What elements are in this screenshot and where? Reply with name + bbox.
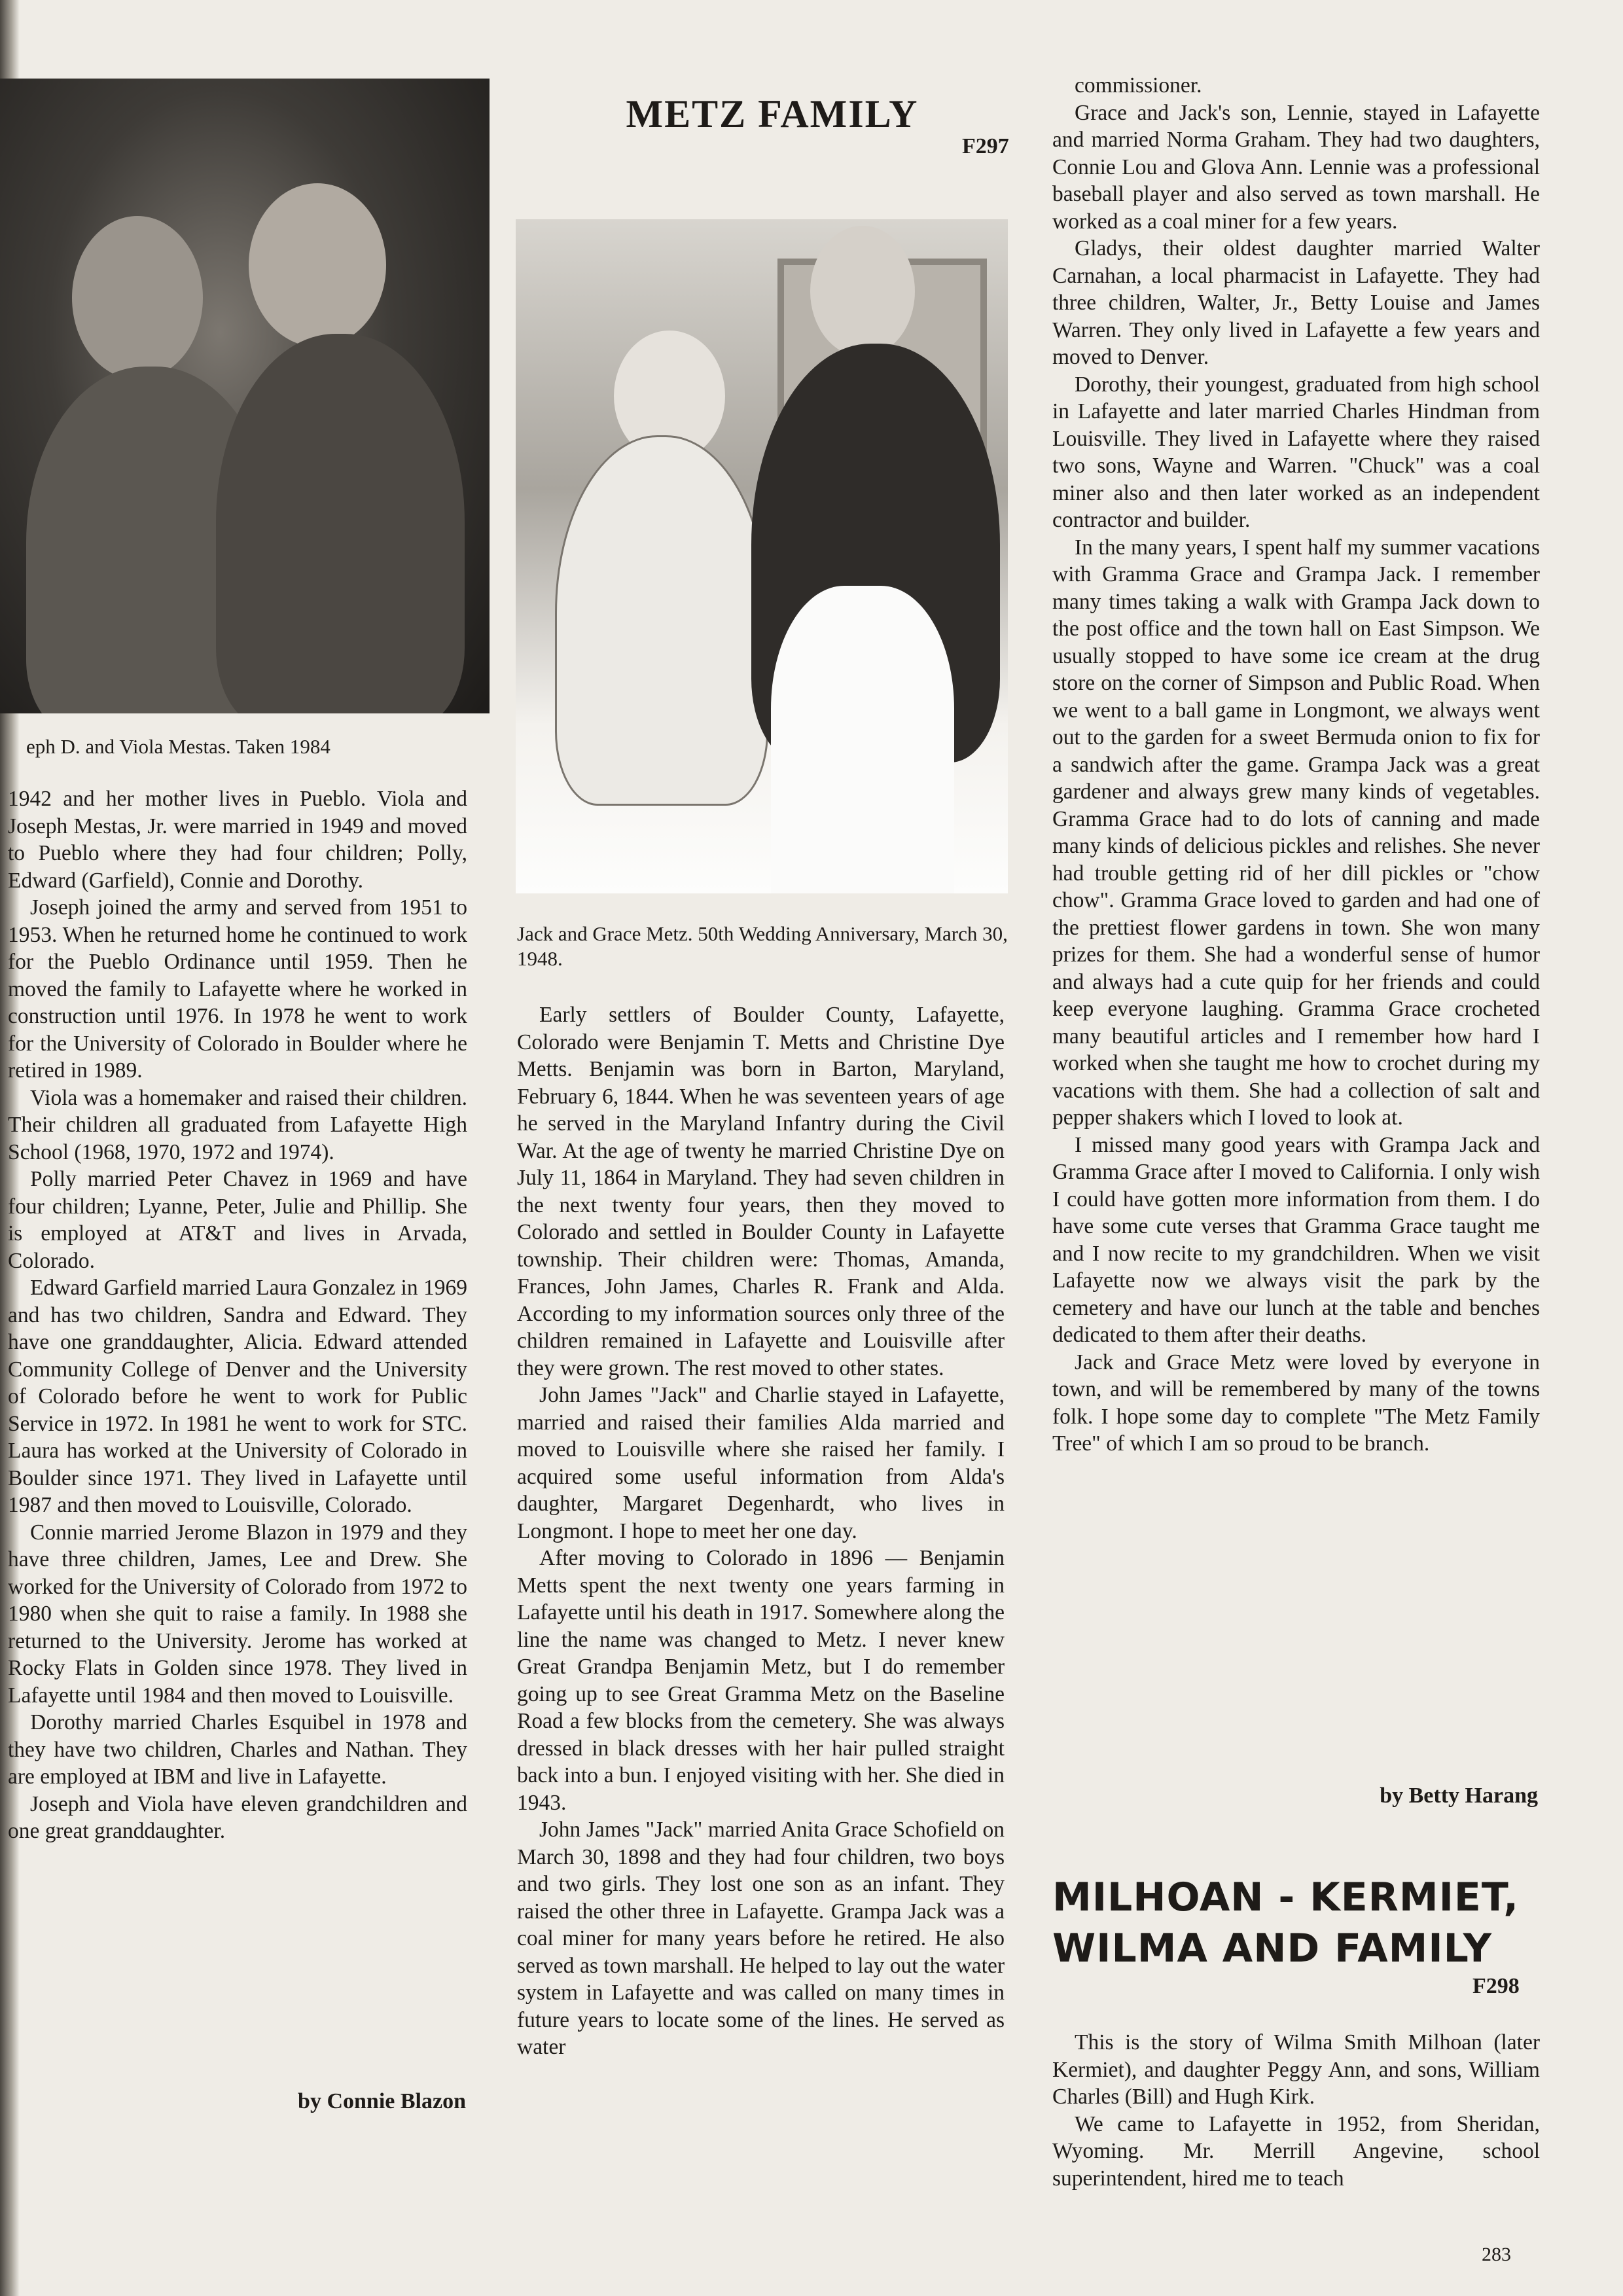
metz-photo-caption: Jack and Grace Metz. 50th Wedding Anniversary, March 30, 1948. bbox=[517, 922, 1008, 970]
metz-paragraph: Gladys, their oldest daughter married Walter Carnahan, a local pharmacist in Lafayette. They had three children, Walter, Jr., Betty Louise and James Warren. They only lived in Lafayette a few years and moved to Denver. bbox=[1052, 236, 1540, 369]
milhoan-article-text bbox=[1052, 2029, 1540, 2192]
mestas-photo-caption: eph D. and Viola Mestas. Taken 1984 bbox=[26, 735, 330, 758]
milhoan-title bbox=[1052, 1872, 1524, 1974]
metz-family-code: F297 bbox=[962, 134, 1009, 158]
mestas-paragraph: Joseph joined the army and served from 1951 to 1953. When he returned home he continued to work for the Pueblo Ordinance until 1959. Then he moved the family to Lafayette where he worked in construction until 1976. In 1978 he went to work for the University of Colorado in Boulder where he retired in 1989. bbox=[8, 895, 467, 1083]
metz-paragraph: In the many years, I spent half my summer vacations with Gramma Grace and Grampa Jack. I remember many times taking a walk with Grampa Jack down to the post office and the town hall on East Simpson. We usually stopped to have some ice cream at the drug store on the corner of Simpson and Public Road. When we went to a ball game in Longmont, we always went out to the garden for a sweet Bermuda onion to fix for a sandwich after the game. Grampa Jack was a great gardener and always grew many kinds of vegetables. Gramma Grace had to do lots of canning and made many kinds of delicious pickles and relishes. She never had trouble getting rid of her dill pickles or "chow chow". Gramma Grace loved to garden and had one of the prettiest flower gardens in town. She won many prizes for them. She had a wonderful sense of humor and always had a cute quip for her friends and could keep everyone laughing. Gramma Grace crocheted many beautiful articles and I remember how hard I worked when she taught me how to crochet during my vacations with them. She had a collection of salt and pepper shakers which I loved to look at. bbox=[1052, 535, 1540, 1130]
metz-article-col3 bbox=[1052, 72, 1540, 1458]
metz-paragraph: After moving to Colorado in 1896 — Benjamin Metts spent the next twenty one years farming in Lafayette until his death in 1917. Somewhere along the line the name was changed to Metz. I never knew Great Grandpa Benjamin Metz, but I do remember going up to see Great Gramma Metz on the Baseline Road a few blocks from the cemetery. She was always dressed in black dresses with her hair pulled straight back into a bun. I enjoyed visiting with her. She died in 1943. bbox=[517, 1546, 1005, 1815]
metz-paragraph: John James "Jack" and Charlie stayed in Lafayette, married and raised their families Alda married and moved to Louisville where she raised her family. I acquired some useful information from Alda's daughter, Margaret Degenhardt, who lives in Longmont. I hope to meet her one day. bbox=[517, 1383, 1005, 1543]
page-number: 283 bbox=[1482, 2244, 1511, 2265]
metz-anniversary-photo bbox=[516, 219, 1008, 893]
mestas-paragraph: Connie married Jerome Blazon in 1979 and they have three children, James, Lee and Drew. She worked for the University of Colorado from 1972 to 1980 when she quit to raise a family. In 1988 she returned to the University. Jerome has worked at Rocky Flats in Golden since 1978. They lived in Lafayette until 1984 and then moved to Louisville. bbox=[8, 1520, 467, 1708]
mestas-paragraph: Dorothy married Charles Esquibel in 1978 and they have two children, Charles and Nathan. They are employed at IBM and live in Lafayette. bbox=[8, 1710, 467, 1789]
milhoan-code: F298 bbox=[1472, 1974, 1520, 1998]
metz-family-title: METZ FAMILY bbox=[626, 92, 919, 135]
milhoan-paragraph: We came to Lafayette in 1952, from Sheridan, Wyoming. Mr. Merrill Angevine, school superintendent, hired me to teach bbox=[1052, 2111, 1540, 2191]
mestas-paragraph: Viola was a homemaker and raised their children. Their children all graduated from Lafayette High School (1968, 1970, 1972 and 1974). bbox=[8, 1085, 467, 1164]
metz-paragraph: I missed many good years with Grampa Jack and Gramma Grace after I moved to California. I only wish I could have gotten more information from them. I do have some cute verses that Gramma Grace taught me and I now recite to my grandchildren. When we visit Lafayette now we always visit the park by the cemetery and have our lunch at the table and benches dedicated to them after their deaths. bbox=[1052, 1132, 1540, 1347]
milhoan-title-line2: WILMA AND FAMILY bbox=[1052, 1926, 1493, 1971]
metz-paragraph: John James "Jack" married Anita Grace Schofield on March 30, 1898 and they had four children, two boys and two girls. They lost one son as an infant. They raised the other three in Lafayette. Grampa Jack was a coal miner for many years before he retired. He also served as town marshall. He helped to lay out the water system in Lafayette and was called on many times in future years to locate some of the lines. He served as water bbox=[517, 1818, 1005, 2059]
anniversary-cake bbox=[771, 586, 954, 893]
mestas-byline: by Connie Blazon bbox=[298, 2089, 466, 2113]
milhoan-title-line1: MILHOAN - KERMIET, bbox=[1052, 1874, 1520, 1920]
metz-byline: by Betty Harang bbox=[1380, 1784, 1538, 1808]
metz-paragraph: Jack and Grace Metz were loved by everyone in town, and will be remembered by many of the towns folk. I hope some day to complete "The Metz Family Tree" of which I am so proud to be branch. bbox=[1052, 1350, 1540, 1456]
metz-article-col2 bbox=[517, 1001, 1005, 2061]
mestas-paragraph: Edward Garfield married Laura Gonzalez in 1969 and has two children, Sandra and Edward. They have one granddaughter, Alicia. Edward attended Community College of Denver and the University of Colorado before he went to work for Public Service in 1972. In 1981 he went to work for STC. Laura has worked at the University of Colorado in Boulder since 1971. They lived in Lafayette until 1987 and then moved to Louisville, Colorado. bbox=[8, 1276, 467, 1517]
metz-paragraph: Dorothy, their youngest, graduated from high school in Lafayette and later married Charles Hindman from Louisville. They lived in Lafayette where they raised two sons, Wayne and Warren. "Chuck" was a coal miner also and then later worked as an independent contractor and builder. bbox=[1052, 372, 1540, 532]
metz-paragraph: Early settlers of Boulder County, Lafayette, Colorado were Benjamin T. Metts and Christine Dye Metts. Benjamin was born in Barton, Maryland, February 6, 1844. When he was seventeen years of age he served in the Maryland Infantry during the Civil War. At the age of twenty he married Christine Dye on July 11, 1864 in Maryland. They had seven children in the next twenty four years, then they moved to Colorado and settled in Boulder County in Lafayette township. Their children were: Thomas, Amanda, Frances, John James, Charles R. Frank and Alda. According to my information sources only three of the children remained in Lafayette and Louisville after they were grown. The rest moved to other states. bbox=[517, 1003, 1005, 1380]
metz-paragraph: commissioner. bbox=[1075, 73, 1202, 98]
mestas-paragraph: Polly married Peter Chavez in 1969 and have four children; Lyanne, Peter, Julie and Phillip. She is employed at AT&T and lives in Arvada, Colorado. bbox=[8, 1167, 467, 1273]
mestas-paragraph: Joseph and Viola have eleven grandchildren and one great granddaughter. bbox=[8, 1791, 467, 1843]
metz-paragraph: Grace and Jack's son, Lennie, stayed in Lafayette and married Norma Graham. They had two daughters, Connie Lou and Glova Ann. Lennie was a professional baseball player and also served as town marshall. He worked as a coal miner for a few years. bbox=[1052, 100, 1540, 234]
milhoan-paragraph: This is the story of Wilma Smith Milhoan (later Kermiet), and daughter Peggy Ann, and sons, William Charles (Bill) and Hugh Kirk. bbox=[1052, 2030, 1540, 2109]
mestas-article-text bbox=[8, 785, 467, 1845]
mestas-couple-photo bbox=[0, 79, 490, 713]
mestas-paragraph: 1942 and her mother lives in Pueblo. Viola and Joseph Mestas, Jr. were married in 1949 and moved to Pueblo where they had four children; Polly, Edward (Garfield), Connie and Dorothy. bbox=[8, 787, 467, 893]
